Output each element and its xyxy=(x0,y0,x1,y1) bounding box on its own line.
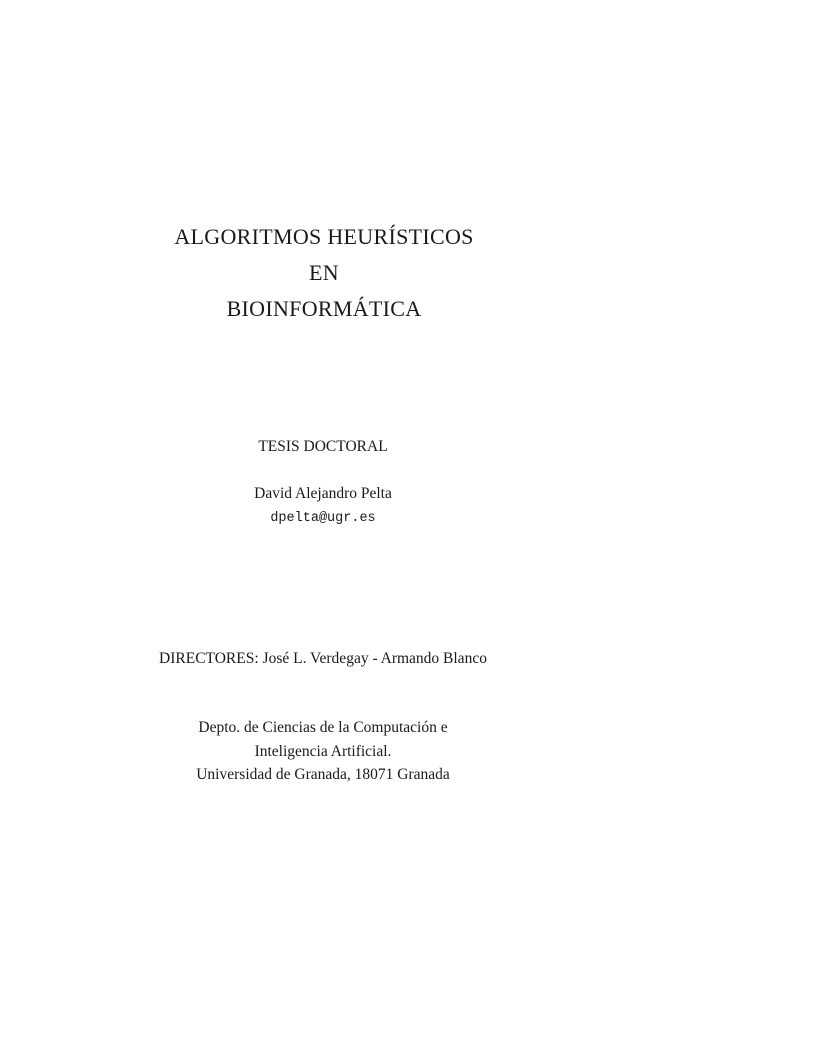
affiliation-line-1: Depto. de Ciencias de la Computación e xyxy=(198,719,448,736)
title-line-3: BIOINFORMÁTICA xyxy=(226,296,422,321)
affiliation-line-3: Universidad de Granada, 18071 Granada xyxy=(196,766,450,783)
thesis-type: TESIS DOCTORAL xyxy=(258,438,388,455)
title-line-2: EN xyxy=(309,260,339,285)
author-email: dpelta@ugr.es xyxy=(270,511,376,526)
author-name: David Alejandro Pelta xyxy=(254,485,392,502)
affiliation-line-2: Inteligencia Artificial. xyxy=(254,743,392,760)
title-line-1: ALGORITMOS HEURÍSTICOS xyxy=(174,224,474,249)
directors: DIRECTORES: José L. Verdegay - Armando Blanco xyxy=(159,650,487,667)
